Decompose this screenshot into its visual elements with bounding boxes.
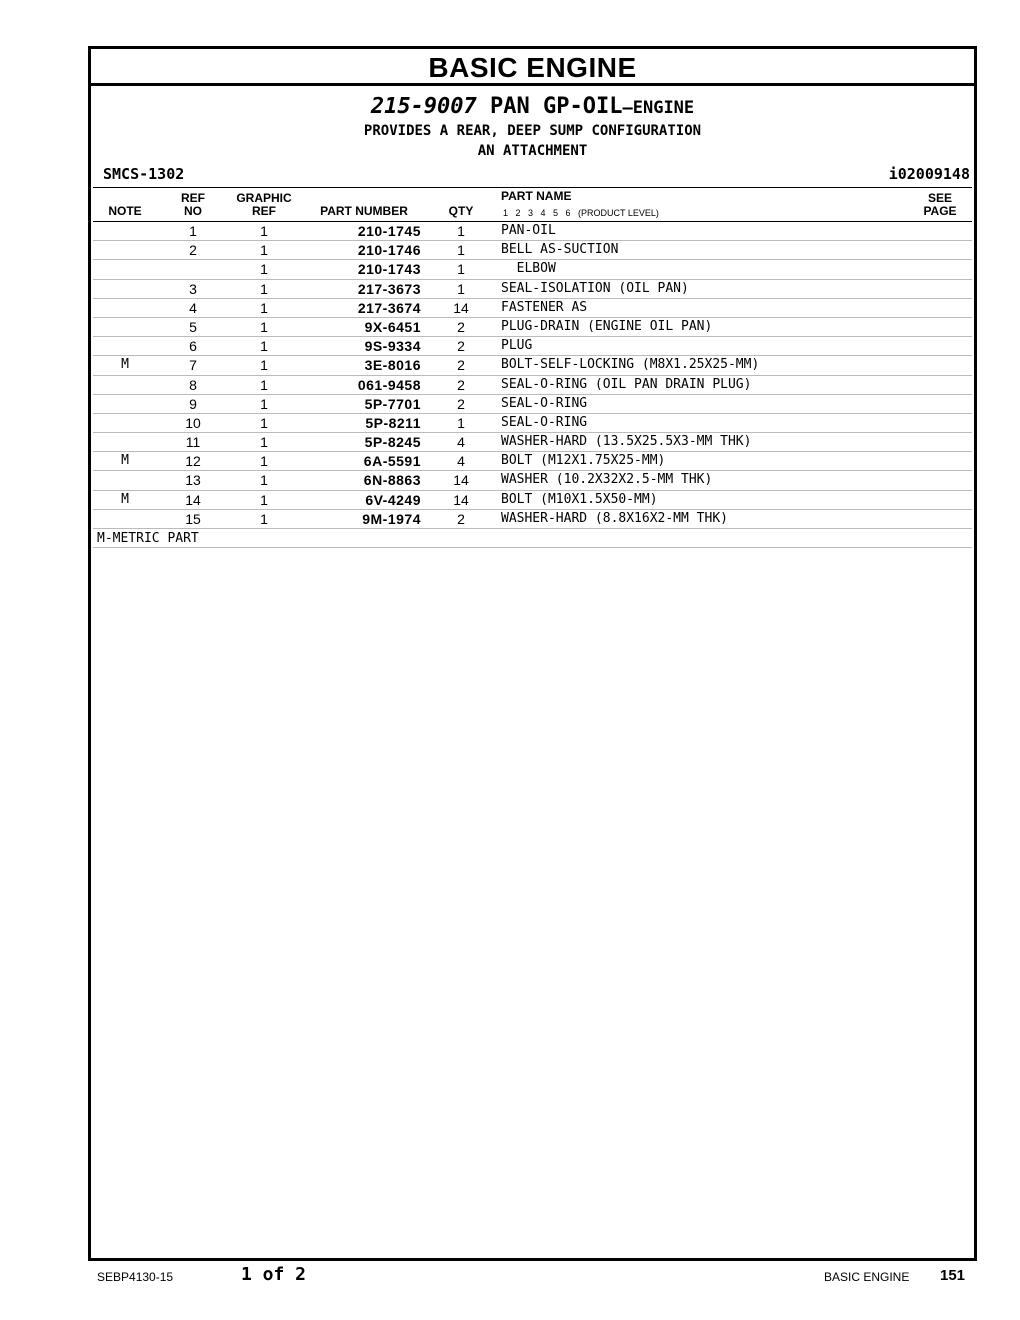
ref-no-cell: 12	[185, 453, 201, 470]
qty-cell: 2	[457, 338, 465, 355]
group-description-1: PROVIDES A REAR, DEEP SUMP CONFIGURATION	[363, 123, 702, 139]
part-number-cell: 9M-1974	[362, 510, 421, 527]
header-product-level: 1 2 3 4 5 6 (PRODUCT LEVEL)	[503, 208, 659, 218]
ref-no-cell: 7	[189, 357, 197, 374]
part-name-cell: SEAL-O-RING	[501, 395, 588, 411]
table-row	[93, 260, 972, 279]
table-row	[93, 452, 972, 471]
qty-cell: 1	[457, 242, 465, 259]
parts-table-body	[91, 222, 974, 529]
ref-no-cell: 5	[189, 318, 197, 335]
group-suffix: —ENGINE	[622, 98, 695, 118]
qty-cell: 2	[457, 376, 465, 393]
table-row	[93, 222, 972, 241]
header-part-name: PART NAME	[501, 189, 572, 203]
ref-no-cell: 1	[189, 223, 197, 239]
part-number-cell: 6N-8863	[363, 472, 421, 489]
graphic-ref-cell: 1	[260, 472, 268, 489]
part-number-cell: 9S-9334	[364, 338, 421, 355]
part-name-cell: ELBOW	[501, 261, 556, 277]
table-row	[93, 491, 972, 510]
qty-cell: 1	[457, 280, 465, 297]
qty-cell: 14	[453, 491, 469, 508]
table-header	[93, 187, 972, 222]
illustration-id: i02009148	[888, 165, 970, 183]
group-title	[91, 94, 974, 121]
group-name: PAN GP-OIL	[490, 94, 623, 119]
graphic-ref-cell: 1	[260, 491, 268, 508]
part-name-cell: PLUG-DRAIN (ENGINE OIL PAN)	[501, 318, 713, 334]
part-number-cell: 6V-4249	[365, 491, 421, 508]
qty-cell: 2	[457, 510, 465, 527]
graphic-ref-cell: 1	[260, 280, 268, 297]
graphic-ref-cell: 1	[260, 434, 268, 451]
header-see-top: SEE	[927, 191, 952, 205]
graphic-ref-cell: 1	[260, 223, 268, 239]
header-ref-bottom: NO	[184, 204, 202, 218]
footer-page-of: 1 of 2	[241, 1264, 307, 1285]
part-number-cell: 210-1746	[357, 242, 421, 259]
part-name-cell: SEAL-ISOLATION (OIL PAN)	[501, 280, 689, 296]
header-graphic-top: GRAPHIC	[236, 191, 292, 205]
note-cell: M	[121, 357, 129, 373]
graphic-ref-cell: 1	[260, 510, 268, 527]
part-number-cell: 217-3673	[357, 280, 421, 297]
part-name-cell: WASHER-HARD (13.5X25.5X3-MM THK)	[501, 434, 752, 450]
ref-no-cell: 15	[185, 510, 201, 527]
part-number-cell: 5P-8211	[365, 414, 421, 431]
ref-no-cell: 13	[185, 472, 201, 489]
part-name-cell: PAN-OIL	[501, 223, 556, 238]
header-see-bottom: PAGE	[923, 204, 957, 218]
part-name-cell: BOLT (M10X1.5X50-MM)	[501, 491, 658, 507]
section-title-bar	[91, 49, 974, 86]
group-description-2: AN ATTACHMENT	[477, 143, 588, 159]
part-number-cell: 5P-8245	[364, 434, 421, 451]
qty-cell: 14	[453, 299, 469, 316]
part-name-cell: WASHER-HARD (8.8X16X2-MM THK)	[501, 510, 728, 526]
smcs-code: SMCS-1302	[103, 165, 185, 183]
footer-doc-id: SEBP4130-15	[97, 1270, 174, 1284]
graphic-ref-cell: 1	[260, 338, 268, 355]
footer-page-number: 151	[940, 1267, 966, 1284]
table-row	[93, 280, 972, 299]
header-note: NOTE	[108, 204, 142, 218]
metric-note: M-METRIC PART	[97, 531, 199, 546]
part-name-cell: PLUG	[501, 338, 533, 354]
part-name-cell: SEAL-O-RING (OIL PAN DRAIN PLUG)	[501, 376, 752, 392]
graphic-ref-cell: 1	[260, 395, 268, 412]
ref-no-cell: 8	[189, 376, 197, 393]
qty-cell: 2	[457, 357, 465, 374]
qty-cell: 2	[457, 318, 465, 335]
qty-cell: 4	[457, 453, 465, 470]
note-cell: M	[121, 491, 129, 507]
page-frame	[88, 46, 977, 1261]
note-cell: M	[121, 453, 129, 469]
header-graphic-bottom: REF	[252, 204, 276, 218]
qty-cell: 4	[457, 434, 465, 451]
group-header	[91, 86, 974, 161]
ref-no-cell: 6	[189, 338, 197, 355]
part-name-cell: BOLT (M12X1.75X25-MM)	[501, 453, 666, 469]
table-row	[93, 395, 972, 414]
part-number-cell: 9X-6451	[364, 318, 421, 335]
qty-cell: 14	[453, 472, 469, 489]
table-row	[93, 318, 972, 337]
part-number-cell: 217-3674	[357, 299, 421, 316]
table-row	[93, 356, 972, 375]
header-qty: QTY	[448, 204, 474, 218]
table-row	[93, 337, 972, 356]
table-row	[93, 241, 972, 260]
ref-no-cell: 10	[185, 414, 201, 431]
graphic-ref-cell: 1	[260, 357, 268, 374]
graphic-ref-cell: 1	[260, 299, 268, 316]
ref-no-cell: 3	[189, 280, 197, 297]
table-row	[93, 510, 972, 529]
part-name-cell: SEAL-O-RING	[501, 414, 588, 430]
table-row	[93, 299, 972, 318]
section-title: BASIC ENGINE	[428, 52, 637, 83]
part-number-cell: 5P-7701	[364, 395, 421, 412]
page-footer	[0, 1262, 1020, 1292]
footer-section: BASIC ENGINE	[824, 1270, 910, 1284]
table-row	[93, 376, 972, 395]
table-row	[93, 433, 972, 452]
header-part-number: PART NUMBER	[320, 204, 408, 218]
ref-no-cell: 14	[185, 491, 201, 508]
part-number-cell: 210-1745	[357, 223, 421, 239]
qty-cell: 1	[457, 414, 465, 431]
graphic-ref-cell: 1	[260, 318, 268, 335]
code-row	[91, 161, 974, 187]
ref-no-cell: 4	[189, 299, 197, 316]
qty-cell: 1	[457, 223, 465, 239]
graphic-ref-cell: 1	[260, 376, 268, 393]
header-ref-top: REF	[181, 191, 205, 205]
qty-cell: 2	[457, 395, 465, 412]
ref-no-cell: 2	[189, 242, 197, 259]
graphic-ref-cell: 1	[260, 414, 268, 431]
part-name-cell: BOLT-SELF-LOCKING (M8X1.25X25-MM)	[501, 357, 760, 373]
graphic-ref-cell: 1	[260, 261, 268, 278]
part-number-cell: 6A-5591	[363, 453, 421, 470]
part-number-cell: 3E-8016	[364, 357, 421, 374]
graphic-ref-cell: 1	[260, 453, 268, 470]
ref-no-cell: 9	[189, 395, 197, 412]
note-row	[93, 529, 972, 548]
group-number: 215-9007	[370, 94, 477, 119]
graphic-ref-cell: 1	[260, 242, 268, 259]
part-name-cell: WASHER (10.2X32X2.5-MM THK)	[501, 472, 713, 488]
part-number-cell: 210-1743	[357, 261, 421, 278]
table-row	[93, 471, 972, 490]
table-row	[93, 414, 972, 433]
ref-no-cell: 11	[185, 434, 201, 451]
part-name-cell: BELL AS-SUCTION	[501, 242, 619, 258]
qty-cell: 1	[457, 261, 465, 278]
part-name-cell: FASTENER AS	[501, 299, 588, 315]
part-number-cell: 061-9458	[357, 376, 421, 393]
